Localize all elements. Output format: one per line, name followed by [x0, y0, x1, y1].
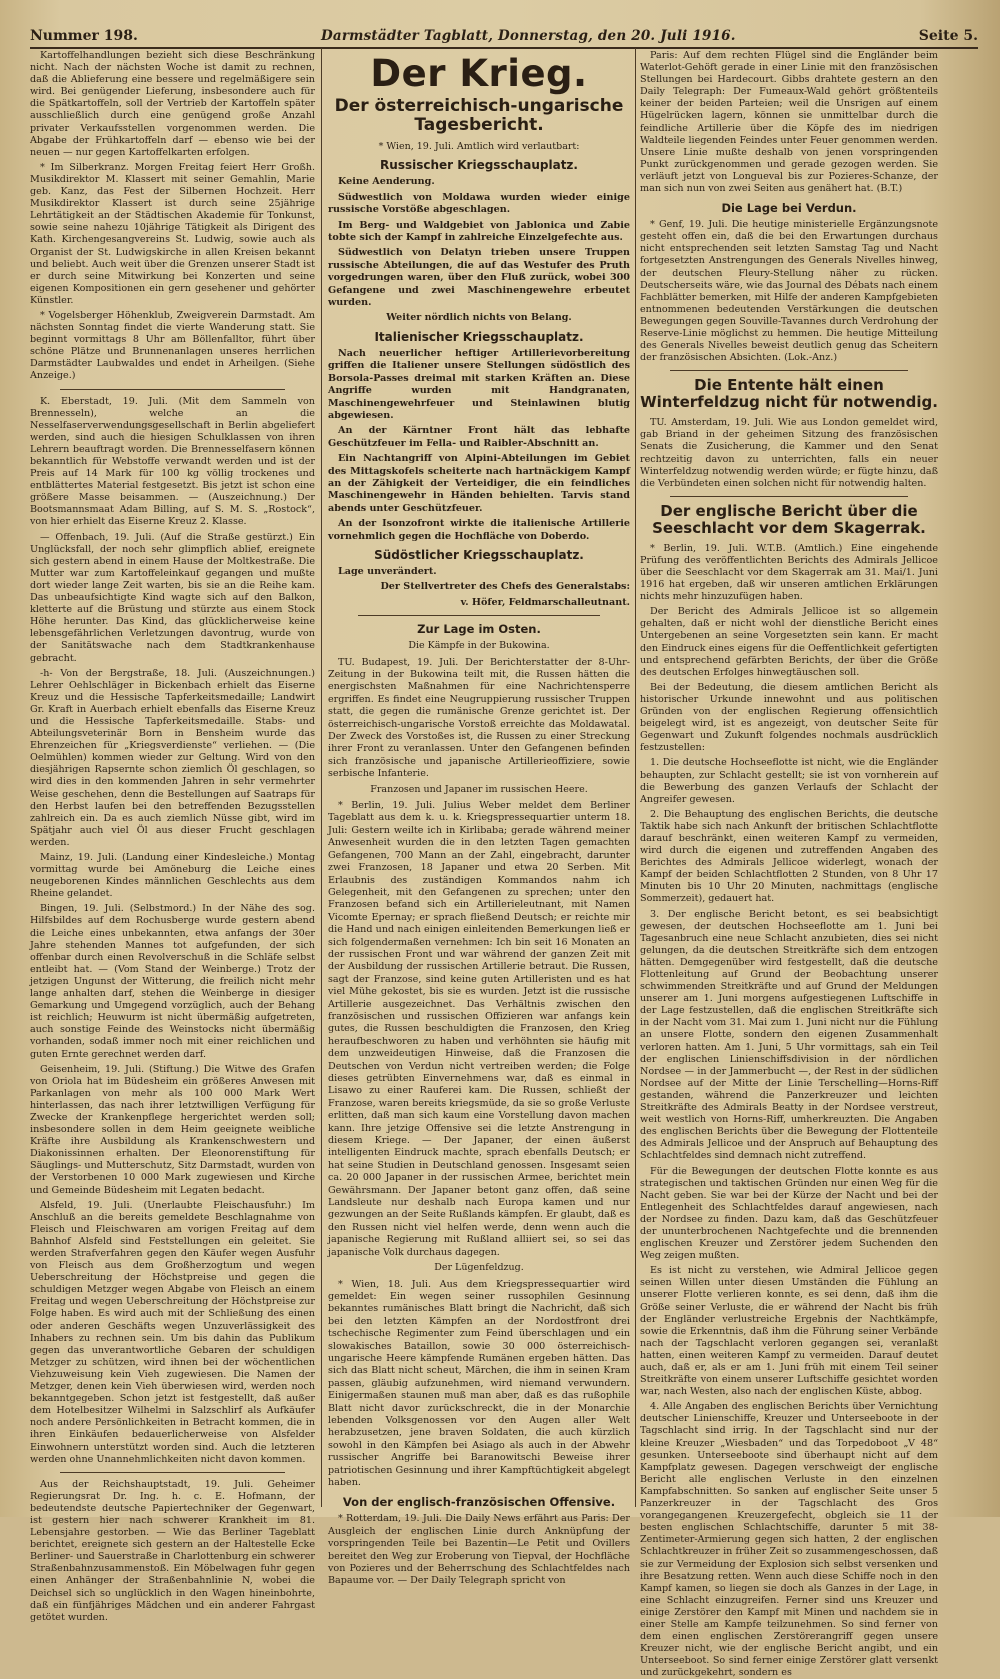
article-paragraph: * Berlin, 19. Juli. Julius Weber meldet dem Berliner Tageblatt aus dem k. u. k. Kriegspressequartier unterm 18. Juli: Gestern weilte ich in Kirlibaba; gerade während meiner Anwesenheit wurden die in den letzten Tagen gemachten Gefangenen, 700 Mann an der Zahl, eingebracht, darunter zwei Franzosen, 18 Japaner und etwa 20 Serben. Mit Erlaubnis des zuständigen Kommandos nahm ich Gelegenheit, mit den Gefangenen zu sprechen; unter den Franzosen befand sich ein Artillerieleutnant, mit Namen Vicomte Epernay; er sprach fließend Deutsch; er reichte mir die Hand und nach einigen einleitenden Bemerkungen ließ er sich folgendermaßen vernehmen: Ich bin seit 16 Monaten an der russischen Front und war während der ganzen Zeit mit der Ausbildung der russischen Artillerie betraut. Die Russen, sagt der Franzose, sind keine guten Artilleristen und es hat viel Mühe gekostet, bis sie es wurden. Jetzt ist die russische Artillerie ausgezeichnet. Das Verhältnis zwischen den französischen und russischen Offizieren war anfangs kein gutes, die Russen beschuldigten die Franzosen, den Krieg heraufbeschworen zu haben und verhöhnten sie häufig mit dem unzweideutigen Hinweise, daß die Franzosen die Deutschen von Verdun nicht vertreiben werden; die Folge dieses getrübten Einvernehmens war, daß es einmal in Lisawo zu einer Rauferei kam. Die Russen, schließt der Franzose, waren bereits kriegsmüde, da sie so große Verluste erlitten, daß man sich kaum eine Vorstellung davon machen kann. Ihre jetzige Offensive sei die letzte Anstrengung in diesem Kriege. — Der Japaner, der einen äußerst intelligenten Eindruck machte, sprach ebenfalls Deutsch; er hat seine Studien in Deutschland genossen. Insgesamt seien ca. 20 000 Japaner in der russischen Armee, berichtet mein Gewährsmann. Der Japaner betont ganz offen, daß seine Landsleute nur deshalb nach Europa kamen und nur gezwungen an der Seite Rußlands kämpfen. Er glaubt, daß es den Russen nicht viel helfen werde, denn wenn auch die japanische Regierung mit Rußland alliiert sei, so sei das japanische Volk durchaus dagegen.	[328, 800, 630, 1258]
divider	[60, 1472, 285, 1473]
report-paragraph: Im Berg- und Waldgebiet von Jablonica und Zabie tobte sich der Kampf in zahlreiche Einzelgefechte aus.	[328, 219, 630, 244]
report-headline: Der österreichisch-ungarische Tagesbericht.	[334, 96, 624, 135]
article-paragraph: Paris: Auf dem rechten Flügel sind die Engländer beim Waterlot-Gehöft gerade in einer Linie mit den französischen Stellungen bei Hardecourt. Gibbs drahtete gestern an den Daily Telegraph: Der Fumeaux-Wald gehört größtenteils keiner der beiden Parteien; weil die Unsrigen auf einem Hügelrücken lagern, können sie unmittelbar durch die feindliche Artillerie über die Köpfe des im niedrigen Waldteile liegenden Feindes unter Feuer genommen werden. Unsere Linie mußte deshalb von jenen vorspringenden Punkt zurückgenommen und gerade gezogen werden. Sie verläuft jetzt von Longueval bis zur Pozieres-Schanze, der man sich nun von zwei Seiten aus genähert hat. (B.T.)	[640, 50, 938, 195]
subhead-lies-campaign: Der Lügenfeldzug.	[434, 1262, 524, 1274]
article-paragraph: 4. Alle Angaben des englischen Berichts über Vernichtung deutscher Linienschiffe, Kreuzer und Unterseeboote in der Tagschlacht sind irrig. In der Tagschlacht sind nur der kleine Kreuzer „Wiesbaden“ und das Torpedoboot „V 48“ gesunken. Unterseeboote sind überhaupt nicht auf dem Kampfplatz gewesen. Dagegen verschweigt der englische Bericht alle englischen Verluste in den einzelnen Kampfabschnitten. So sanken auf englischer Seite unser 5 Panzerkreuzer in der Tagschlacht des Gros vorangegangenen Kreuzergefecht, obgleich sie 11 der besten englischen Schlachtschiffe, darunter 5 mit 38-Zentimeter-Armierung gegen sich hatten, 2 der englischen Schlachtkreuzer in früher Zeit so zusammengeschossen, daß sie zur Vermeidung der Explosion sich selbst versenken und ihre Besatzung retten. Wenn auch diese Schiffe noch in den Kampf kamen, so liegen sie doch als Ganzes in der Lage, in eine Schlacht einzugreifen. Ferner sind uns Kreuzer und einige Zerstörer den Kampf mit Minen und nachdem sie in einer Stelle am Kampfe teilzunehmen. So sind ferner von dem einen englischen Zerstörerangriff gegen unsere Kreuzer nicht, wie der englische Bericht angibt, und ein Unterseeboot. So sind ferner einige Zerstörer glatt versenkt und zurückgekehrt, sondern es	[640, 1401, 938, 1679]
report-paragraph: Lage unverändert.	[338, 565, 437, 577]
article-paragraph: * Vogelsberger Höhenklub, Zweigverein Darmstadt. Am nächsten Sonntag findet die vierte Wanderung statt. Sie beginnt vormittags 8 Uhr am Böllenfalltor, führt über schöne Plätze und Brunnenanlagen unseres herrlichen Darmstädter Laubwaldes und endet in Arheilgen. (Siehe Anzeige.)	[30, 309, 315, 382]
article-paragraph: * Wien, 18. Juli. Aus dem Kriegspressequartier wird gemeldet: Ein wegen seiner russophilen Gesinnung bekanntes rumänisches Blatt bringt die Nachricht, daß sich bei den letzten Kämpfen an der Nordostfront drei tschechische Regimenter zum Feind überschlagen und ein slowakisches Bataillon, sowie 30 000 österreichisch-ungarische Heere kämpfende Rumänen ergeben hätten. Das sich das Blatt nicht scheut, Märchen, die ihm in seinen Kram passen, gläubig aufzunehmen, wird niemand verwundern. Einigermaßen staunen muß man aber, daß es das rußophile Blatt nicht davor zurückschreckt, die in der Monarchie lebenden Volksgenossen vor den Augen aller Welt herabzusetzen, jene braven Soldaten, die auch kürzlich sowohl in den Kämpfen bei Asiago als auch in der Abwehr russischer Angriffe bei Baranowitschi Beweise ihrer patriotischen Gesinnung und ihrer Kampftüchtigkeit abgelegt haben.	[328, 1278, 630, 1488]
headline-verdun: Die Lage bei Verdun.	[721, 201, 857, 216]
page-number: Seite 5.	[918, 28, 978, 44]
article-paragraph: — Offenbach, 19. Juli. (Auf die Straße gestürzt.) Ein Unglücksfall, der noch sehr glimpflich ablief, ereignete sich gestern abend in einem Hause der Moltkestraße. Die Mutter war zum Kartoffeleinkauf gegangen und mußte dort wieder lange Zeit warten, bis sie an die Reihe kam. Das unbeaufsichtigte Kind wagte sich auf den Balkon, kletterte auf die Brüstung und stürzte aus einem Stock Höhe herunter. Das Kind, das glücklicherweise keine lebensgefährlichen Verletzungen davontrug, wurde von der Sanitätswache nach dem Stadtkrankenhause gebracht.	[30, 531, 315, 664]
section-title: Der Krieg.	[370, 52, 588, 95]
signature-line: v. Höfer, Feldmarschalleutnant.	[460, 596, 630, 608]
column-war-report	[328, 50, 630, 1587]
article-paragraph: * Berlin, 19. Juli. W.T.B. (Amtlich.) Eine eingehende Prüfung des veröffentlichten Berichts des Admirals Jellicoe über die Seeschlacht vor dem Skagerrak am 31. Mai/1. Juni 1916 hat ergeben, daß wir unseren amtlichen Erklärungen nichts mehr hinzuzufügen haben.	[640, 542, 938, 603]
column-continued	[640, 50, 938, 1679]
report-paragraph: An der Kärntner Front hält das lebhafte Geschützfeuer im Fella- und Raibler-Abschnitt an.	[328, 425, 630, 449]
headline-eastern-situation: Zur Lage im Osten.	[417, 622, 541, 637]
article-paragraph: Alsfeld, 19. Juli. (Unerlaubte Fleischausfuhr.) Im Anschluß an die bereits gemeldete Beschlagnahme von Fleisch und Fleischwaren am vorigen Freitag auf dem Bahnhof Alsfeld sind Feststellungen ein geleitet. Sie werden Strafverfahren gegen den Käufer wegen Ausfuhr von Fleisch aus dem Großherzogtum und wegen Ueberschreitung der Höchstpreise und gegen die schuldigen Metzger wegen Abgabe von Fleisch an einem Freitag und wegen Ueberschreitung der Höchstpreise zur Folge haben. Es wird auch mit der Schließung des einen oder anderen Geschäfts wegen Unzuverlässigkeit des Inhabers zu rechnen sein. Um bis dahin das Publikum gegen das unverantwortliche Gebaren der schuldigen Metzger zu schützen, wird ihnen bei der wöchentlichen Viehzuweisung kein Vieh zugewiesen. Die Namen der Metzger, denen kein Vieh überwiesen wird, werden noch bekanntgegeben. Schon jetzt ist festgestellt, daß außer dem Hotelbesitzer Wilhelmi in Salzschlirf als Aufkäufer noch andere Persönlichkeiten in Betracht kommen, die in ihren Einkäufen bedauerlicherweise von Alsfelder Einwohnern unterstützt worden sind. Auch die letzteren werden ohne Unannehmlichkeiten nicht davon kommen.	[30, 1199, 315, 1465]
article-paragraph: Der Bericht des Admirals Jellicoe ist so allgemein gehalten, daß er nicht wohl der dienstliche Bericht eines Untergebenen an seine Vorgesetzten sein kann. Er macht den Eindruck eines eigens für die Oeffentlichkeit gefertigten und entsprechend gefärbten Berichts, der über die Größe des deutschen Erfolges hinwegtäuschen soll.	[640, 606, 938, 678]
report-paragraph: Südwestlich von Delatyn trieben unsere Truppen russische Abteilungen, die auf das Westufer des Pruth vorgedrungen waren, über den Fluß zurück, wobei 300 Gefangene und zwei Maschinengewehre erbeutet wurden.	[328, 247, 630, 309]
article-paragraph: 2. Die Behauptung des englischen Berichts, die deutsche Taktik habe sich nach Ankunft der britischen Schlachtflotte darauf beschränkt, einen weiteren Kampf zu vermeiden, wird durch die eigenen und zutreffenden Angaben des Berichtes des Admirals Jellicoe widerlegt, wonach der Kampf der beiden Schlachtflotten 2 Stunden, von 8 Uhr 17 Minuten bis 10 Uhr 20 Minuten, nachmittags (englische Sommerzeit), gedauert hat.	[640, 808, 938, 905]
article-paragraph: -h- Von der Bergstraße, 18. Juli. (Auszeichnungen.) Lehrer Oehlschläger in Bickenbach erhielt das Eiserne Kreuz und die Hessische Tapferkeitsmedaille; Landwirt Gr. Kraft in Auerbach erhielt ebenfalls das Eiserne Kreuz und die Hessische Tapferkeitsmedaille. Stabs- und Abteilungsveterinär Born in Bensheim wurde das Ehrenzeichen für „Kriegsverdienste“ verliehen. — (Die Oelmühlen) kommen wieder zur Geltung. Wird von den diesjährigen Rapsernte schon ziemlich Öl geschlagen, so wird dies in den kommenden Jahren in sehr vermehrter Weise geschehen, denn die Bestellungen auf Saatraps für den Herbst laufen bei den betreffenden Bezugsstellen zahlreich ein. Da es auch ziemlich Nüsse gibt, wird im Spätjahr auch viel Öl aus dieser Frucht geschlagen werden.	[30, 667, 315, 848]
report-paragraph: Nach neuerlicher heftiger Artillerievorbereitung griffen die Italiener unsere Stellungen südöstlich des Borsola-Passes dreimal mit starken Kräften an. Diese Angriffe wurden mit Handgranaten, Maschinengewehrfeuer und Steinlawinen blutig abgewiesen.	[328, 347, 630, 421]
article-paragraph: * Genf, 19. Juli. Die heutige ministerielle Ergänzungsnote gesteht offen ein, daß die bei den Erwartungen durchaus nicht entsprechenden seit letzten Samstag Tag und Nacht fortgesetzten Anstrengungen des Generals Nivelles hinweg, der deutschen Fleury-Stellung näher zu rücken. Deutscherseits wäre, wie das Journal des Débats nach einem Fachblätter bemerken, mit Hilfe der anderen Kampfgebieten entnommenen bedeutenden Verstärkungen die deutschen Bewegungen gegen Souville-Tavannes durch Verdrohung der Reserve-Linie möglichst zu hemmen. Die heutige Mitteilung des Generals Nivelles beweist deutlich genug das Scheitern der französischen Absichten. (Lok.-Anz.)	[640, 219, 938, 364]
article-paragraph: 3. Der englische Bericht betont, es sei beabsichtigt gewesen, der deutschen Hochseeflotte am 1. Juni bei Tagesanbruch eine neue Schlacht anzubieten, dies sei nicht gelungen, da die deutschen Streitkräfte sich dem entzogen hätten. Demgegenüber wird festgestellt, daß die deutsche Flottenleitung auf Grund der Beobachtung unserer schwimmenden Streitkräfte und auf Grund der Meldungen unserer am 1. Juni morgens aufgestiegenen Luftschiffe in der Lage festzustellen, daß die englischen Streitkräfte sich in der Nacht vom 31. Mai zum 1. Juni nicht nur die Fühlung an unsere Flotte, sondern den eigenen Zusammenhalt verloren hatten. Am 1. Juni, 5 Uhr vormittags, sah ein Teil der englischen Linienschiffsdivision in der nördlichen Nordsee — in der Jammerbucht —, der Rest in der südlichen Nordsee auf der Mitte der Linie Terschelling—Horns-Riff gestanden, während die Panzerkreuzer und leichten Streitkräfte des Admirals Beatty in der Nordsee verstreut, weit westlich von Horns-Riff, umherkreuzten. Die Angaben des englischen Berichts über die Bewegung der Flottenteile des Admirals Jellicoe und der Anspruch auf Behauptung des Schlachtfeldes sind demnach nicht zutreffend.	[640, 908, 938, 1162]
report-paragraph: Ein Nachtangriff von Alpini-Abteilungen im Gebiet des Mittagskofels scheiterte nach hartnäckigem Kampf an der Zähigkeit der Verteidiger, die ein feindliches Maschinengewehr in Händen behielten. Tarvis stand abends unter Geschützfeuer.	[328, 453, 630, 514]
report-dateline: * Wien, 19. Juli. Amtlich wird verlautbart:	[378, 141, 580, 152]
article-paragraph: TU. Amsterdam, 19. Juli. Wie aus London gemeldet wird, gab Briand in der geheimen Sitzung des französischen Senats die Zusicherung, die Kammer und den Senat rechtzeitig davon zu unterrichten, falls ein neuer Winterfeldzug notwendig werden würde; er fügte hinzu, daß die Verbündeten einen solchen nicht für notwendig halten.	[640, 417, 938, 489]
article-paragraph: Aus der Reichshauptstadt, 19. Juli. Geheimer Regierungsrat Dr. Ing. h. c. E. Hofmann, der bedeutendste deutsche Papiertechniker der Gegenwart, ist gestern hier nach schwerer Krankheit im 81. Lebensjahre gestorben. — Wie das Berliner Tageblatt berichtet, ereignete sich gestern an der Haltestelle Ecke Berliner- und Sauerstraße in Charlottenburg ein schwerer Straßenbahnzusammenstoß. Ein Möbelwagen fuhr gegen einen Anhänger der Straßenbahnlinie N, wobei die Deichsel sich so unglücklich in den Wagen hineinbohrte, daß ein fünfjähriges Mädchen und ein anderer Fahrgast getötet wurden.	[30, 1478, 315, 1623]
subheading-southeast-front: Südöstlicher Kriegsschauplatz.	[374, 547, 584, 562]
headline-skagerrak: Der englische Bericht über die Seeschlacht vor dem Skagerrak.	[652, 501, 926, 537]
column-rule	[635, 48, 636, 1507]
subheading-italian-front: Italienischer Kriegsschauplatz.	[374, 329, 584, 344]
headline-entente: Die Entente hält einen Winterfeldzug nicht für notwendig.	[640, 376, 938, 412]
report-paragraph: Weiter nördlich nichts von Belang.	[386, 312, 572, 324]
subhead-french-japanese: Franzosen und Japaner im russischen Heere.	[370, 783, 588, 795]
article-paragraph: Geisenheim, 19. Juli. (Stiftung.) Die Witwe des Grafen von Oriola hat im Büdesheim ein größeres Anwesen mit Parkanlagen von mehr als 100 000 Mark Wert hinterlassen, das nach ihrer letztwilligen Verfügung für Zwecke der Krankenpflege hergerichtet werden soll; insbesondere sollen in dem Heim geeignete weibliche Kräfte ihre Ausbildung als Krankenschwestern und Diakonissinnen erhalten. Der Eleonorenstiftung für Säuglings- und Mutterschutz, Sitz Darmstadt, wurden von der Verstorbenen 10 000 Mark zugewiesen und Kirche und Gemeinde Büdesheim mit Legaten bedacht.	[30, 1063, 315, 1196]
divider	[60, 389, 285, 390]
signature-line: Der Stellvertreter des Chefs des Generalstabs:	[380, 581, 630, 593]
article-paragraph: TU. Budapest, 19. Juli. Der Berichterstatter der 8-Uhr-Zeitung in der Bukowina teilt mit, die Russen hätten die energischsten Maßnahmen für eine Nachrichtensperre ergriffen. Es findet eine Neugruppierung russischer Truppen statt, die gegen die rumänische Grenze gerichtet ist. Der österreichisch-ungarische Vorstoß erreichte das Moldawatal. Der Zweck des Vorstoßes ist, die Russen zu einer Streckung ihrer Front zu veranlassen. Unter den Gefangenen befinden sich französische und japanische Artillerieoffiziere, sowie serbische Infanterie.	[328, 656, 630, 780]
article-paragraph: Mainz, 19. Juli. (Landung einer Kindesleiche.) Montag vormittag wurde bei Amöneburg die Leiche eines neugeborenen Kindes männlichen Geschlechts aus dem Rheine gelandet.	[30, 852, 315, 900]
column-rule	[321, 48, 322, 1507]
article-paragraph: K. Eberstadt, 19. Juli. (Mit dem Sammeln von Brennesseln), welche an die Nesselfaserverwendungsgesellschaft in Berlin abgeliefert werden, sind auch die hiesigen Schulklassen von ihren Lehrern beauftragt worden. Die Brennesselfasern können bekanntlich für Webstoffe verwandt werden und ist der Preis auf 14 Mark für 100 kg völlig trockenes und entblättertes Material festgesetzt. Bis jetzt ist schon eine größere Masse beisammen. — (Auszeichnung.) Der Bootsmannsmaat Adam Billing, auf S. M. S. „Rostock“, von hier erhielt das Eiserne Kreuz 2. Klasse.	[30, 395, 315, 528]
article-paragraph: Bei der Bedeutung, die diesem amtlichen Bericht als historischer Urkunde innewohnt und aus politischen Gründen von der englischen Regierung offensichtlich beigelegt wird, ist es angezeigt, von deutscher Seite für Gegenwart und Zukunft folgendes nochmals ausdrücklich festzustellen:	[640, 681, 938, 754]
subhead-bukowina: Die Kämpfe in der Bukowina.	[408, 640, 550, 652]
article-paragraph: 1. Die deutsche Hochseeflotte ist nicht, wie die Engländer behaupten, zur Schlacht gestellt; sie ist von vornherein auf die Bewerbung des ganzen Verlaufs der Schlacht der Angreifer gewesen.	[640, 757, 938, 805]
article-paragraph: Kartoffelhandlungen bezieht sich diese Beschränkung nicht. Nach der nächsten Woche ist damit zu rechnen, daß die Ablieferung eine bessere und regelmäßigere sein wird. Bei genügender Lieferung, insbesondere auch für die Spätkartoffeln, soll der Vertrieb der Kartoffeln später ausschließlich durch eine genügend große Anzahl privater Verkaufsstellen vorgenommen werden. Die Abgabe der Frühkartoffeln darf — ebenso wie bei der neuen — nur gegen Kartoffelkarten erfolgen.	[30, 50, 315, 158]
issue-number: Nummer 198.	[30, 28, 138, 44]
divider	[670, 370, 908, 371]
headline-offensive: Von der englisch-französischen Offensive.	[342, 1495, 616, 1510]
report-paragraph: Südwestlich von Moldawa wurden wieder einige russische Vorstöße abgeschlagen.	[328, 191, 630, 216]
report-paragraph: Keine Aenderung.	[338, 176, 435, 188]
article-paragraph: Bingen, 19. Juli. (Selbstmord.) In der Nähe des sog. Hilfsbildes auf dem Rochusberge wurde gestern abend die Leiche eines unbekannten, etwa anfangs der 30er Jahre stehenden Mannes tot aufgefunden, der sich offenbar durch einen Revolverschuß in die Schläfe selbst entleibt hat. — (Vom Stand der Weinberge.) Trotz der jetzigen Ungunst der Witterung, die freilich nicht mehr lange anhalten darf, stehen die Weinberge in diesiger Gemarkung und Umgegend vorzüglich, auch der Behang ist reichlich; Heuwurm ist nicht übermäßig aufgetreten, auch sonstige Feinde des Weinstocks nicht übermäßig vorhanden, sodaß immer noch mit einer reichlichen und guten Ernte gerechnet werden darf.	[30, 903, 315, 1060]
divider	[358, 615, 600, 616]
article-paragraph: * Im Silberkranz. Morgen Freitag feiert Herr Großh. Musikdirektor M. Klassert mit seiner Gemahlin, Marie geb. Kanz, das Fest der Silbernen Hochzeit. Herr Musikdirektor Klassert ist durch seine 25jährige Lehrtätigkeit an der Städtischen Akademie für Tonkunst, sowie seine nahezu 10jährige Tätigkeit als Dirigent des Kath. Kirchengesangvereins St. Ludwig, sowie auch als Organist der St. Ludwigskirche in allen Kreisen bekannt und beliebt. Auch weit über die Grenzen unserer Stadt ist er durch seine Mitwirkung bei Konzerten und seine eigenen Kompositionen ein gern gesehener und gehörter Künstler.	[30, 161, 315, 306]
newspaper-dateline: Darmstädter Tagblatt, Donnerstag, den 20. Juli 1916.	[320, 28, 736, 44]
report-paragraph: An der Isonzofront wirkte die italienische Artillerie vornehmlich gegen die Hochfläche von Doberdo.	[328, 518, 630, 542]
masthead	[30, 18, 978, 49]
article-paragraph: * Rotterdam, 19. Juli. Die Daily News erfährt aus Paris: Der Ausgleich der englischen Linie durch Anknüpfung der vorspringenden Teile bei Bazentin—Le Petit und Ovillers bereitet den Weg zur Eroberung von Tiepval, der Hochfläche von Pozieres und der Beherrschung des Schlachtfeldes nach Bapaume vor. — Der Daily Telegraph spricht von	[328, 1513, 630, 1587]
subheading-russian-front: Russischer Kriegsschauplatz.	[380, 158, 578, 173]
article-paragraph: Für die Bewegungen der deutschen Flotte konnte es aus strategischen und taktischen Gründen nur einen Weg für die Nacht geben. Sie war bei der Kürze der Nacht und bei der Entlegenheit des Schlachtfeldes darauf angewiesen, nach der Nordsee zu finden. Dazu kam, daß das Geschützfeuer der ununterbrochenen Nachtgefechte und die brennenden englischen Kreuzer und Zerstörer jedem Suchenden den Weg zeigen mußten.	[640, 1165, 938, 1262]
article-paragraph: Es ist nicht zu verstehen, wie Admiral Jellicoe gegen seinen Willen unter diesen Umständen die Fühlung an unserer Flotte verlieren konnte, es sei denn, daß ihm die Größe seiner Verluste, die er während der Nacht bis früh der Engländer verlustreiche Ergebnis der Nachtkämpfe, sowie die Erkenntnis, daß ihm die Führung seiner Verbände nach der Tagschlacht verloren gegangen sei, veranlaßt hatten, einen weiteren Kampf zu vermeiden. Darauf deutet auch, daß er, als er am 1. Juni früh mit einem Teil seiner Streitkräfte von einem unserer Luftschiffe gesichtet worden war, nach Westen, also nach der englischen Küste, abbog.	[640, 1265, 938, 1398]
divider	[670, 496, 908, 497]
column-local-news	[30, 50, 315, 1623]
